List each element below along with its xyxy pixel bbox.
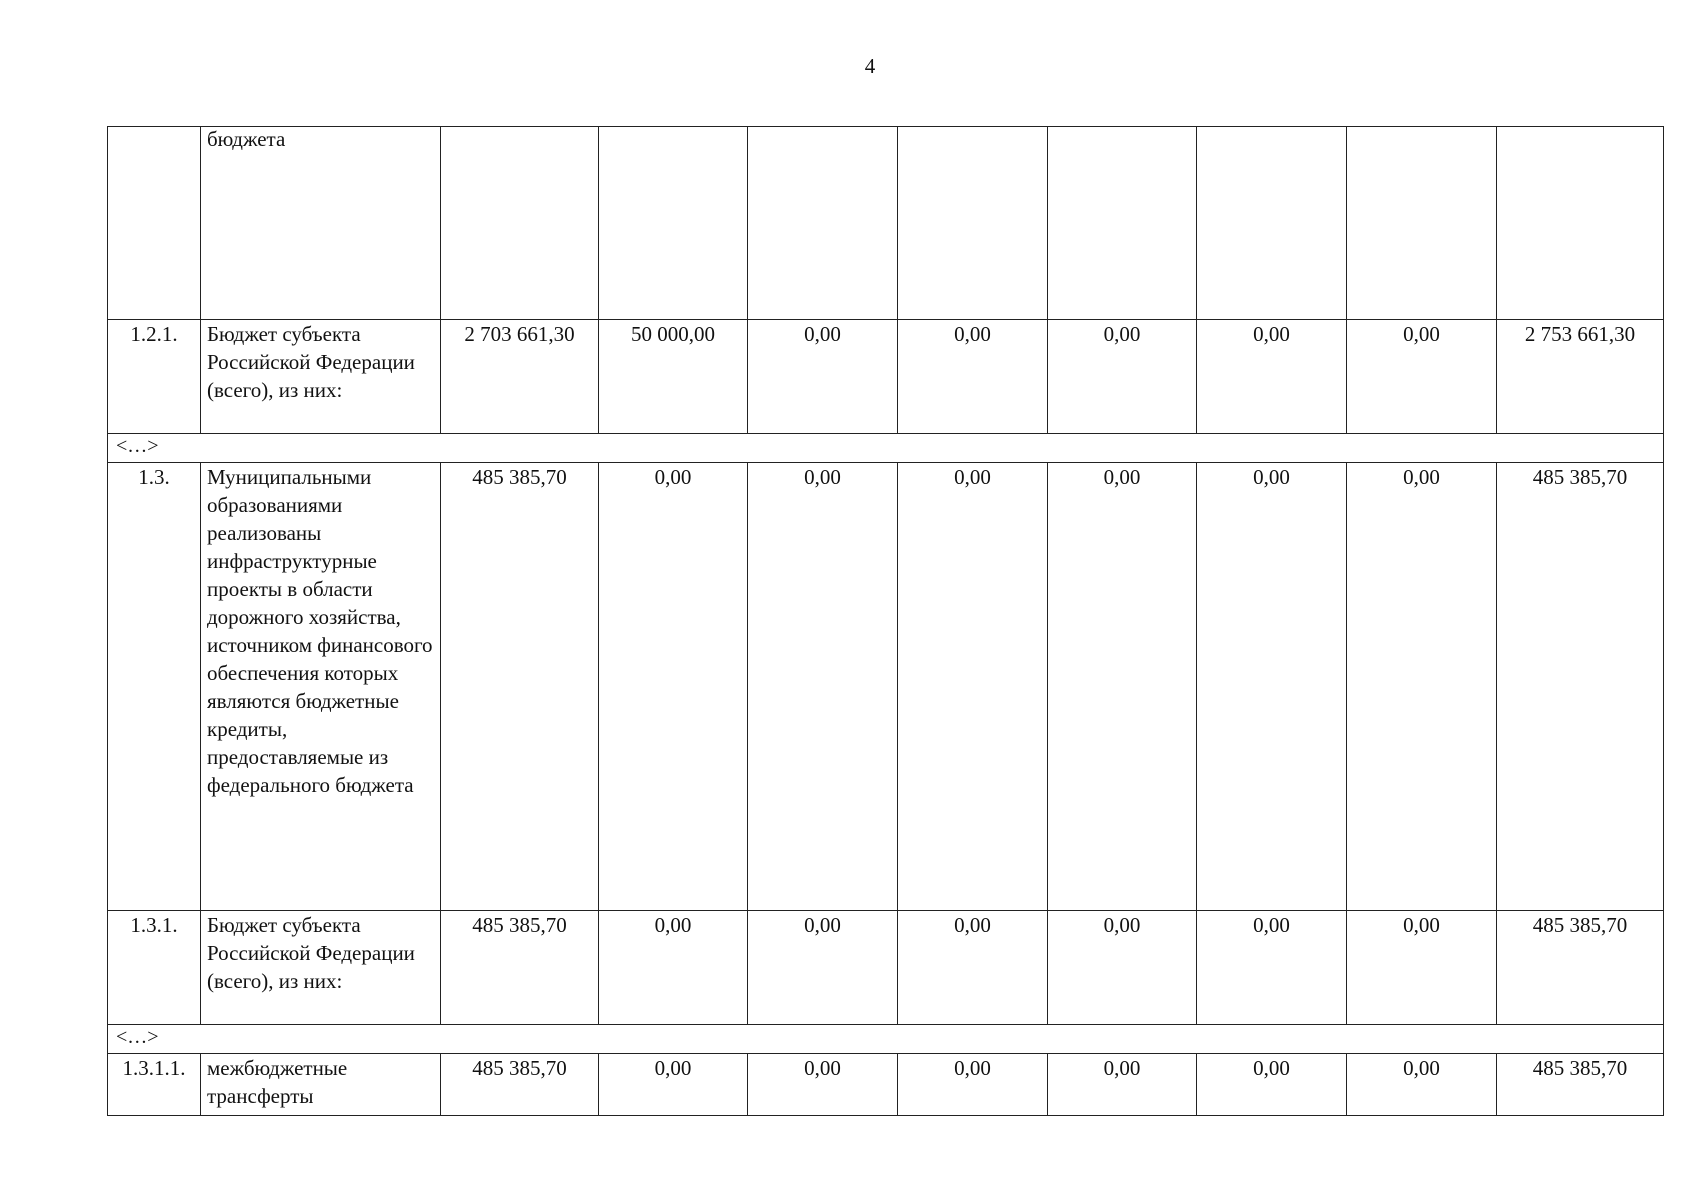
table-row [108,1054,1664,1116]
value-cell: 0,00 [898,320,1048,434]
value-cell: 485 385,70 [441,1054,599,1116]
table-row [108,320,1664,434]
value-cell: 0,00 [1347,320,1497,434]
value-cell: 2 753 661,30 [1497,320,1664,434]
value-cell [898,127,1048,320]
row-name: Бюджет субъекта Российской Федерации (всего), из них: [201,911,441,1025]
value-cell: 485 385,70 [1497,1054,1664,1116]
budget-table [107,126,1664,1116]
value-cell [599,127,748,320]
value-cell: 485 385,70 [1497,463,1664,911]
value-cell [1497,127,1664,320]
value-cell: 0,00 [599,1054,748,1116]
table-row [108,463,1664,911]
value-cell: 485 385,70 [441,911,599,1025]
gap-row [108,1025,1664,1054]
value-cell: 0,00 [898,911,1048,1025]
row-name: Муниципальными образованиями реализованы инфраструктурные проекты в области дорожного хозяйства, источником финансового обеспечения которых являются бюджетные кредиты, предоставляемые из федерального бюджета [201,463,441,911]
value-cell: 0,00 [1347,911,1497,1025]
value-cell: 0,00 [1048,911,1197,1025]
value-cell: 0,00 [1048,320,1197,434]
value-cell: 485 385,70 [441,463,599,911]
value-cell: 0,00 [1197,463,1347,911]
value-cell: 0,00 [748,463,898,911]
value-cell: 50 000,00 [599,320,748,434]
row-name: межбюджетные трансферты [201,1054,441,1116]
value-cell [1197,127,1347,320]
row-number: 1.2.1. [108,320,201,434]
value-cell: 0,00 [748,911,898,1025]
row-number: 1.3. [108,463,201,911]
row-number: 1.3.1.1. [108,1054,201,1116]
table-row [108,911,1664,1025]
value-cell: 0,00 [898,1054,1048,1116]
value-cell [1048,127,1197,320]
gap-row [108,434,1664,463]
value-cell: 0,00 [1347,1054,1497,1116]
value-cell [1347,127,1497,320]
row-name: бюджета [201,127,441,320]
value-cell: 0,00 [1347,463,1497,911]
value-cell: 0,00 [1048,463,1197,911]
value-cell: 0,00 [748,1054,898,1116]
value-cell: 0,00 [1048,1054,1197,1116]
row-name: Бюджет субъекта Российской Федерации (всего), из них: [201,320,441,434]
value-cell: 0,00 [1197,1054,1347,1116]
row-number: 1.3.1. [108,911,201,1025]
value-cell: 485 385,70 [1497,911,1664,1025]
value-cell: 0,00 [599,463,748,911]
value-cell: 2 703 661,30 [441,320,599,434]
page-number: 4 [864,54,876,78]
value-cell [748,127,898,320]
gap-marker: <…> [108,1025,1664,1054]
value-cell: 0,00 [898,463,1048,911]
gap-marker: <…> [108,434,1664,463]
value-cell: 0,00 [1197,320,1347,434]
value-cell: 0,00 [599,911,748,1025]
value-cell: 0,00 [748,320,898,434]
row-number [108,127,201,320]
value-cell: 0,00 [1197,911,1347,1025]
value-cell [441,127,599,320]
table-row-continuation [108,127,1664,320]
